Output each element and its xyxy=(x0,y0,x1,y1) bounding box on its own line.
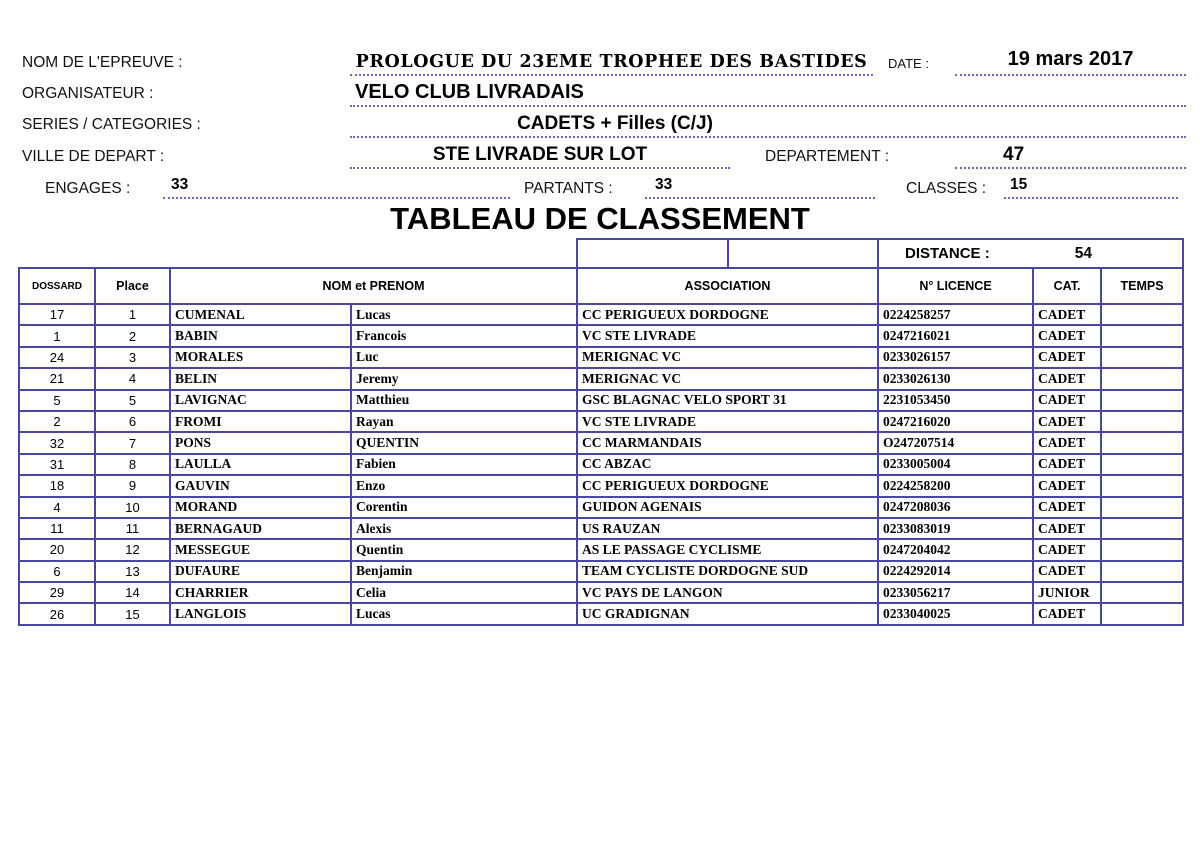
event-name-label: NOM DE L'EPREUVE : xyxy=(22,54,183,71)
cell-dossard: 1 xyxy=(20,326,96,347)
cell-licence: 0247204042 xyxy=(879,540,1034,561)
col-header-cat: CAT. xyxy=(1034,269,1102,305)
classified-label: CLASSES : xyxy=(906,180,987,197)
cell-association: US RAUZAN xyxy=(578,519,879,540)
cell-temps xyxy=(1102,369,1184,390)
cell-dossard: 32 xyxy=(20,433,96,454)
cell-place: 12 xyxy=(96,540,171,561)
cell-place: 8 xyxy=(96,455,171,476)
date-field xyxy=(955,44,1186,76)
cell-place: 9 xyxy=(96,476,171,497)
cell-dossard: 2 xyxy=(20,412,96,433)
cell-nom: MORAND xyxy=(171,498,352,519)
cell-association: AS LE PASSAGE CYCLISME xyxy=(578,540,879,561)
cell-dossard: 31 xyxy=(20,455,96,476)
cell-licence: 0233005004 xyxy=(879,455,1034,476)
cell-temps xyxy=(1102,348,1184,369)
cell-association: TEAM CYCLISTE DORDOGNE SUD xyxy=(578,562,879,583)
cell-place: 1 xyxy=(96,305,171,326)
entered-label: ENGAGES : xyxy=(45,180,131,197)
cell-place: 5 xyxy=(96,391,171,412)
cell-prenom: Corentin xyxy=(352,498,578,519)
col-header-temps: TEMPS xyxy=(1102,269,1184,305)
cell-licence: 0233040025 xyxy=(879,604,1034,625)
cell-prenom: Matthieu xyxy=(352,391,578,412)
cell-association: CC ABZAC xyxy=(578,455,879,476)
cell-association: CC PERIGUEUX DORDOGNE xyxy=(578,476,879,497)
event-name-field xyxy=(350,48,873,76)
cell-licence: 0233083019 xyxy=(879,519,1034,540)
organiser-value: VELO CLUB LIVRADAIS xyxy=(355,81,584,103)
cell-place: 11 xyxy=(96,519,171,540)
start-town-label: VILLE DE DEPART : xyxy=(22,148,165,165)
cell-nom: BERNAGAUD xyxy=(171,519,352,540)
empty-cell-2 xyxy=(727,238,877,267)
classified-value: 15 xyxy=(1010,176,1028,193)
cell-temps xyxy=(1102,433,1184,454)
cell-place: 13 xyxy=(96,562,171,583)
cell-dossard: 20 xyxy=(20,540,96,561)
cell-dossard: 21 xyxy=(20,369,96,390)
cell-cat: CADET xyxy=(1034,540,1102,561)
cell-nom: BELIN xyxy=(171,369,352,390)
distance-row-spacer xyxy=(18,238,576,267)
cell-nom: LAULLA xyxy=(171,455,352,476)
cell-cat: CADET xyxy=(1034,369,1102,390)
cell-association: MERIGNAC VC xyxy=(578,369,879,390)
event-name-value: PROLOGUE DU 23EME TROPHEE DES BASTIDES xyxy=(355,52,868,72)
cell-nom: LAVIGNAC xyxy=(171,391,352,412)
cell-cat: CADET xyxy=(1034,476,1102,497)
cell-dossard: 17 xyxy=(20,305,96,326)
cell-temps xyxy=(1102,412,1184,433)
cell-cat: CADET xyxy=(1034,348,1102,369)
cell-nom: BABIN xyxy=(171,326,352,347)
cell-licence: 2231053450 xyxy=(879,391,1034,412)
cell-cat: CADET xyxy=(1034,391,1102,412)
cell-association: VC STE LIVRADE xyxy=(578,412,879,433)
cell-nom: GAUVIN xyxy=(171,476,352,497)
cell-licence: 0224258257 xyxy=(879,305,1034,326)
page-title: TABLEAU DE CLASSEMENT xyxy=(390,201,810,236)
cell-nom: MESSEGUE xyxy=(171,540,352,561)
cell-association: VC PAYS DE LANGON xyxy=(578,583,879,604)
distance-label: DISTANCE : xyxy=(905,245,990,262)
cell-cat: CADET xyxy=(1034,519,1102,540)
cell-place: 10 xyxy=(96,498,171,519)
cell-place: 15 xyxy=(96,604,171,625)
cell-prenom: Lucas xyxy=(352,305,578,326)
classified-field xyxy=(1004,176,1178,199)
cell-temps xyxy=(1102,455,1184,476)
cell-cat: CADET xyxy=(1034,604,1102,625)
cell-temps xyxy=(1102,604,1184,625)
cell-licence: 0224258200 xyxy=(879,476,1034,497)
departement-value: 47 xyxy=(1003,144,1025,165)
empty-cell-1 xyxy=(576,238,727,267)
cell-temps xyxy=(1102,540,1184,561)
cell-temps xyxy=(1102,476,1184,497)
cell-dossard: 18 xyxy=(20,476,96,497)
distance-cell xyxy=(877,238,1184,267)
distance-row xyxy=(18,238,1184,267)
organiser-label: ORGANISATEUR : xyxy=(22,85,154,102)
table-grid xyxy=(18,267,1184,626)
cell-association: GUIDON AGENAIS xyxy=(578,498,879,519)
cell-place: 6 xyxy=(96,412,171,433)
cell-nom: CUMENAL xyxy=(171,305,352,326)
date-value: 19 mars 2017 xyxy=(1007,48,1134,70)
cell-prenom: Celia xyxy=(352,583,578,604)
cell-licence: 0247208036 xyxy=(879,498,1034,519)
cell-cat: CADET xyxy=(1034,305,1102,326)
series-value: CADETS + Filles (C/J) xyxy=(517,113,713,134)
cell-licence: 0233056217 xyxy=(879,583,1034,604)
cell-prenom: Fabien xyxy=(352,455,578,476)
cell-nom: DUFAURE xyxy=(171,562,352,583)
cell-dossard: 4 xyxy=(20,498,96,519)
cell-place: 3 xyxy=(96,348,171,369)
cell-association: CC PERIGUEUX DORDOGNE xyxy=(578,305,879,326)
cell-prenom: Alexis xyxy=(352,519,578,540)
starters-field xyxy=(645,176,875,199)
cell-place: 14 xyxy=(96,583,171,604)
cell-prenom: Quentin xyxy=(352,540,578,561)
cell-cat: CADET xyxy=(1034,433,1102,454)
cell-licence: 0233026157 xyxy=(879,348,1034,369)
entered-value: 33 xyxy=(171,176,189,193)
cell-prenom: Francois xyxy=(352,326,578,347)
cell-dossard: 5 xyxy=(20,391,96,412)
cell-cat: CADET xyxy=(1034,412,1102,433)
cell-licence: 0233026130 xyxy=(879,369,1034,390)
starters-label: PARTANTS : xyxy=(524,180,613,197)
cell-temps xyxy=(1102,562,1184,583)
series-field xyxy=(350,110,1186,138)
cell-prenom: Rayan xyxy=(352,412,578,433)
cell-dossard: 6 xyxy=(20,562,96,583)
cell-licence: 0247216021 xyxy=(879,326,1034,347)
cell-place: 7 xyxy=(96,433,171,454)
cell-nom: CHARRIER xyxy=(171,583,352,604)
cell-cat: CADET xyxy=(1034,498,1102,519)
distance-value: 54 xyxy=(1074,244,1092,262)
cell-temps xyxy=(1102,519,1184,540)
cell-temps xyxy=(1102,305,1184,326)
cell-place: 4 xyxy=(96,369,171,390)
cell-association: VC STE LIVRADE xyxy=(578,326,879,347)
cell-prenom: Luc xyxy=(352,348,578,369)
cell-cat: JUNIOR xyxy=(1034,583,1102,604)
cell-prenom: Benjamin xyxy=(352,562,578,583)
col-header-nom: NOM et PRENOM xyxy=(171,269,578,305)
departement-label: DEPARTEMENT : xyxy=(765,148,890,165)
cell-nom: MORALES xyxy=(171,348,352,369)
cell-dossard: 26 xyxy=(20,604,96,625)
cell-licence: 0224292014 xyxy=(879,562,1034,583)
cell-temps xyxy=(1102,583,1184,604)
col-header-licence: N° LICENCE xyxy=(879,269,1034,305)
cell-temps xyxy=(1102,326,1184,347)
cell-prenom: Enzo xyxy=(352,476,578,497)
cell-prenom: QUENTIN xyxy=(352,433,578,454)
date-label: DATE : xyxy=(888,56,929,71)
cell-licence: 0247216020 xyxy=(879,412,1034,433)
cell-association: CC MARMANDAIS xyxy=(578,433,879,454)
cell-dossard: 24 xyxy=(20,348,96,369)
start-town-field xyxy=(350,141,730,169)
cell-prenom: Jeremy xyxy=(352,369,578,390)
col-header-dossard: DOSSARD xyxy=(20,269,96,305)
cell-nom: PONS xyxy=(171,433,352,454)
organiser-field xyxy=(350,79,1186,107)
cell-cat: CADET xyxy=(1034,326,1102,347)
cell-association: GSC BLAGNAC VELO SPORT 31 xyxy=(578,391,879,412)
cell-association: MERIGNAC VC xyxy=(578,348,879,369)
cell-dossard: 11 xyxy=(20,519,96,540)
cell-nom: FROMI xyxy=(171,412,352,433)
departement-field xyxy=(955,141,1186,169)
cell-licence: O247207514 xyxy=(879,433,1034,454)
cell-nom: LANGLOIS xyxy=(171,604,352,625)
col-header-place: Place xyxy=(96,269,171,305)
starters-value: 33 xyxy=(655,176,673,193)
classification-table xyxy=(18,238,1184,626)
cell-place: 2 xyxy=(96,326,171,347)
cell-cat: CADET xyxy=(1034,455,1102,476)
series-label: SERIES / CATEGORIES : xyxy=(22,116,201,133)
start-town-value: STE LIVRADE SUR LOT xyxy=(432,144,648,165)
cell-temps xyxy=(1102,391,1184,412)
cell-association: UC GRADIGNAN xyxy=(578,604,879,625)
entered-field xyxy=(163,176,510,199)
cell-prenom: Lucas xyxy=(352,604,578,625)
col-header-association: ASSOCIATION xyxy=(578,269,879,305)
cell-dossard: 29 xyxy=(20,583,96,604)
cell-temps xyxy=(1102,498,1184,519)
cell-cat: CADET xyxy=(1034,562,1102,583)
